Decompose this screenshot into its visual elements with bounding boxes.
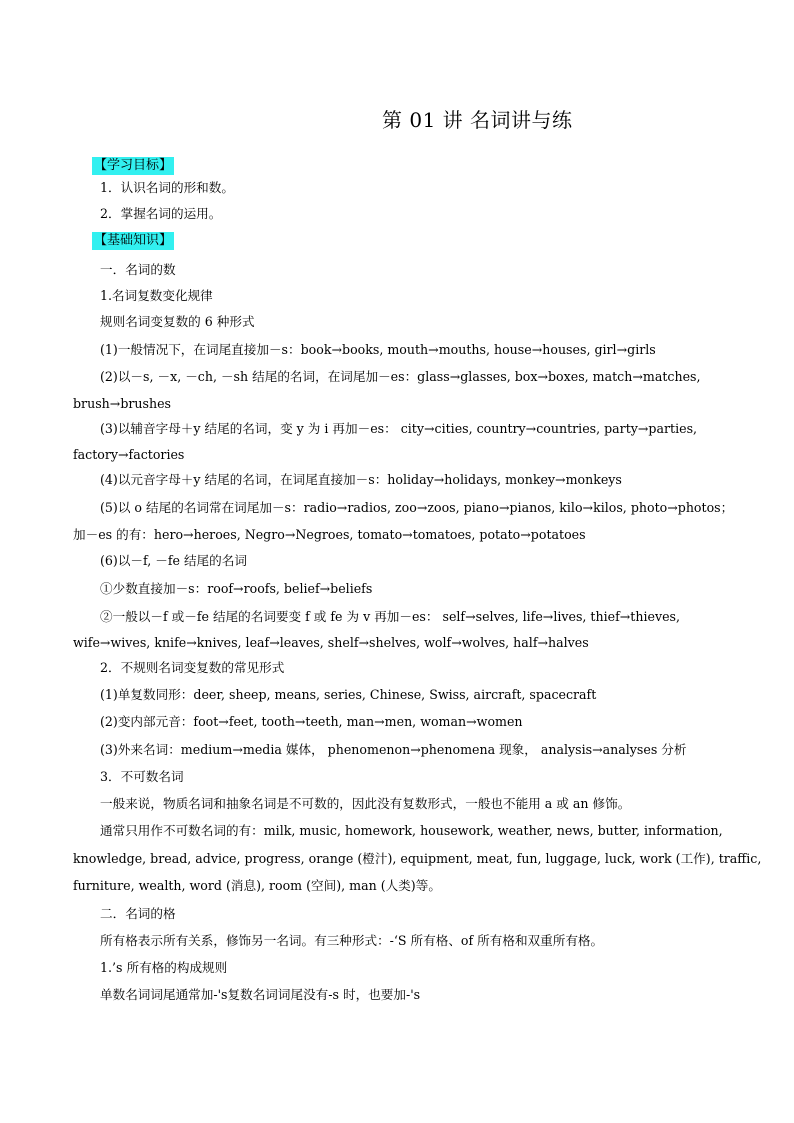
- text-line: 所有格表示所有关系，修饰另一名词。有三种形式：-‘S 所有格、of 所有格和双重所有格。: [100, 933, 604, 948]
- subheading-uncountable: 3．不可数名词: [100, 769, 184, 784]
- text-line: 单数名词词尾通常加-'s复数名词词尾没有-s 时，也要加-'s: [100, 987, 421, 1002]
- heading-noun-case: 二．名词的格: [100, 906, 176, 921]
- text-line-cont: furniture, wealth, word (消息), room (空间), man (人类)等。: [73, 878, 441, 893]
- rule-line: (4)以元音字母＋y 结尾的名词，在词尾直接加－s：holiday→holidays, monkey→monkeys: [100, 472, 622, 487]
- rule-line-cont: wife→wives, knife→knives, leaf→leaves, shelf→shelves, wolf→wolves, half→halves: [73, 635, 589, 650]
- goal-line: 2．掌握名词的运用。: [100, 206, 222, 221]
- heading-noun-number: 一．名词的数: [100, 262, 176, 277]
- subheading-possessive: 1.’s 所有格的构成规则: [100, 960, 228, 975]
- rule-line: (1)一般情况下，在词尾直接加－s：book→books, mouth→mouths, house→houses, girl→girls: [100, 342, 656, 357]
- rule-line: (2)变内部元音：foot→feet, tooth→teeth, man→men, woman→women: [100, 714, 523, 729]
- rule-line: (3)以辅音字母＋y 结尾的名词，变 y 为 i 再加－es： city→cities, country→countries, party→parties,: [100, 421, 698, 436]
- subheading-irregular: 2．不规则名词变复数的常见形式: [100, 660, 285, 675]
- rule-line-cont: 加－es 的有：hero→heroes, Negro→Negroes, tomato→tomatoes, potato→potatoes: [73, 527, 586, 542]
- page-title: 第 01 讲 名词讲与练: [382, 108, 573, 132]
- text-line-cont: knowledge, bread, advice, progress, orange (橙汁), equipment, meat, fun, luggage, luck, work (工作), traffic,: [73, 851, 762, 866]
- subheading-plural-rules: 1.名词复数变化规律: [100, 288, 213, 303]
- rule-line: (3)外来名词：medium→media 媒体， phenomenon→phenomena 现象， analysis→analyses 分析: [100, 742, 687, 757]
- section-label-learning-goals: 【学习目标】: [94, 158, 173, 173]
- rule-line: ②一般以－f 或－fe 结尾的名词要变 f 或 fe 为 v 再加－es： self→selves, life→lives, thief→thieves,: [100, 609, 680, 624]
- goal-line: 1．认识名词的形和数。: [100, 180, 234, 195]
- rule-line: (1)单复数同形：deer, sheep, means, series, Chinese, Swiss, aircraft, spacecraft: [100, 687, 597, 702]
- section-label-basic-knowledge: 【基础知识】: [94, 233, 173, 248]
- rule-line-cont: brush→brushes: [73, 396, 172, 411]
- rule-line: (5)以 o 结尾的名词常在词尾加－s：radio→radios, zoo→zoos, piano→pianos, kilo→kilos, photo→photos；: [100, 500, 734, 515]
- text-line: 通常只用作不可数名词的有：milk, music, homework, housework, weather, news, butter, information,: [100, 823, 723, 838]
- rule-line: (6)以－f, －fe 结尾的名词: [100, 553, 247, 568]
- text-line: 一般来说，物质名词和抽象名词是不可数的，因此没有复数形式，一般也不能用 a 或 an 修饰。: [100, 796, 631, 811]
- text-line: 规则名词变复数的 6 种形式: [100, 314, 255, 329]
- rule-line: (2)以－s, －x, －ch, －sh 结尾的名词，在词尾加－es：glass→glasses, box→boxes, match→matches,: [100, 369, 701, 384]
- rule-line: ①少数直接加－s：roof→roofs, belief→beliefs: [100, 581, 373, 596]
- rule-line-cont: factory→factories: [73, 447, 185, 462]
